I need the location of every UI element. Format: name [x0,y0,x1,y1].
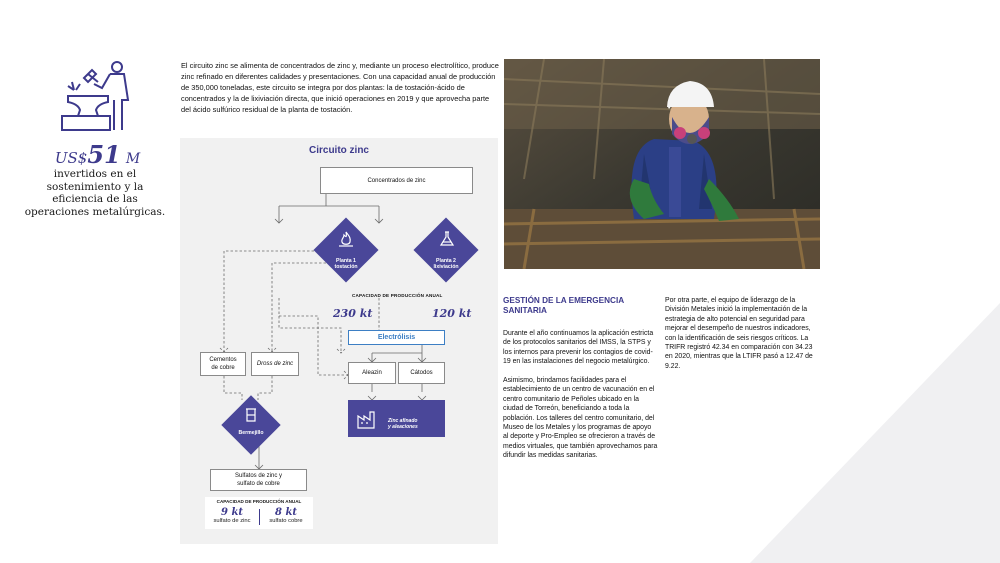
cementos-box: Cementos de cobre [200,352,246,376]
zinc-circuit-diagram [180,138,498,544]
section-title: GESTIÓN DE LA EMERGENCIA SANITARIA [503,296,624,315]
diagram-title: Circuito zinc [308,145,369,156]
dross-box: Dross de zinc [251,352,299,376]
bottom-capacity-label: CAPACIDAD DE PRODUCCIÓN ANUAL [216,499,302,504]
section-column-2 [665,296,817,371]
paragraph-3: Por otra parte, el equipo de liderazgo de la División Metales inició la implementación de la estrategia de alto potencial en seguridad para mejorar el desempeño de nuestros indicadores, con la identificación de seis riesgos críticos. La TRIFR registró 42.34 en comparación con 34.23 en 2020, mientras que la LTIFR pasó a 12.47 de 9.22. [665,297,813,370]
plant2-label: Planta 2 lixiviación [433,258,459,270]
sulfato-cobre-value: 8 kt [275,507,297,518]
bermejillo-label: Bermejillo [238,430,264,436]
paragraph-2: Asimismo, brindamos facilidades para el establecimiento de un centro de vacunación en el centro comunitario de Peñoles ubicado en la ciudad de Torreón, beneficiando a toda la población. Los talleres del centro comunitario, del Museo de los Metales y los programas de apoyo al deporte y Pro-Empleo se ofrecieron a través de medios virtuales, que también aprovechamos para difundir las medidas sanitarias. [503,377,658,460]
sulfato-cobre-label: sulfato cobre [269,518,303,524]
investment-amount: US$51 M [54,140,141,169]
plant1-label: Planta 1 tostación [334,258,358,270]
blacksmith-icon [58,60,136,132]
worker-photo [504,59,820,269]
zinc-afinado-label: Zinc afinado y aleaciones [388,418,418,430]
zinc-afinado-box [348,400,445,437]
paragraph-1: Durante el año continuamos la aplicación estricta de los protocolos sanitarios del IMSS, la STPS y los internos para prevenir los contagios de covid-19 en las instalaciones del negocio metalúrgico. [503,330,654,366]
capacity-label: CAPACIDAD DE PRODUCCIÓN ANUAL [352,293,443,298]
intro-paragraph: El circuito zinc se alimenta de concentrados de zinc y, mediante un proceso electrolítico, produce zinc refinado en diferentes calidades y presentaciones. Con una capacidad anual de producción de 350,000 toneladas, este circuito se integra por dos plantas: la de tostación-ácido de concentrados y la de lixiviación directa, que inició operaciones en 2019 y que aprovecha parte del ácido sulfúrico residual de la planta de tostación. [181,61,499,114]
sulfato-zinc-label: sulfato de zinc [213,518,251,524]
sulfatos-box: Sulfatos de zinc y sulfato de cobre [210,469,307,491]
factory-icon [356,408,380,430]
plant1-capacity: 230 kt [333,307,373,320]
beaker-icon [242,406,260,424]
plant2-capacity: 120 kt [432,307,472,320]
fire-icon [337,230,355,248]
catodos-box: Cátodos [398,362,445,384]
electrolisis-box: Electrólisis [348,330,445,345]
section-column-1 [503,329,658,461]
sulfatos-capacity-card [205,497,313,529]
concentrados-box: Concentrados de zinc [320,167,473,194]
flask-icon [438,230,456,248]
aleazin-box: Aleazin [348,362,396,384]
investment-description: invertidos en el sostenimiento y la eficiencia de las operaciones metalúrgicas. [24,168,166,218]
sulfato-zinc-value: 9 kt [221,507,243,518]
